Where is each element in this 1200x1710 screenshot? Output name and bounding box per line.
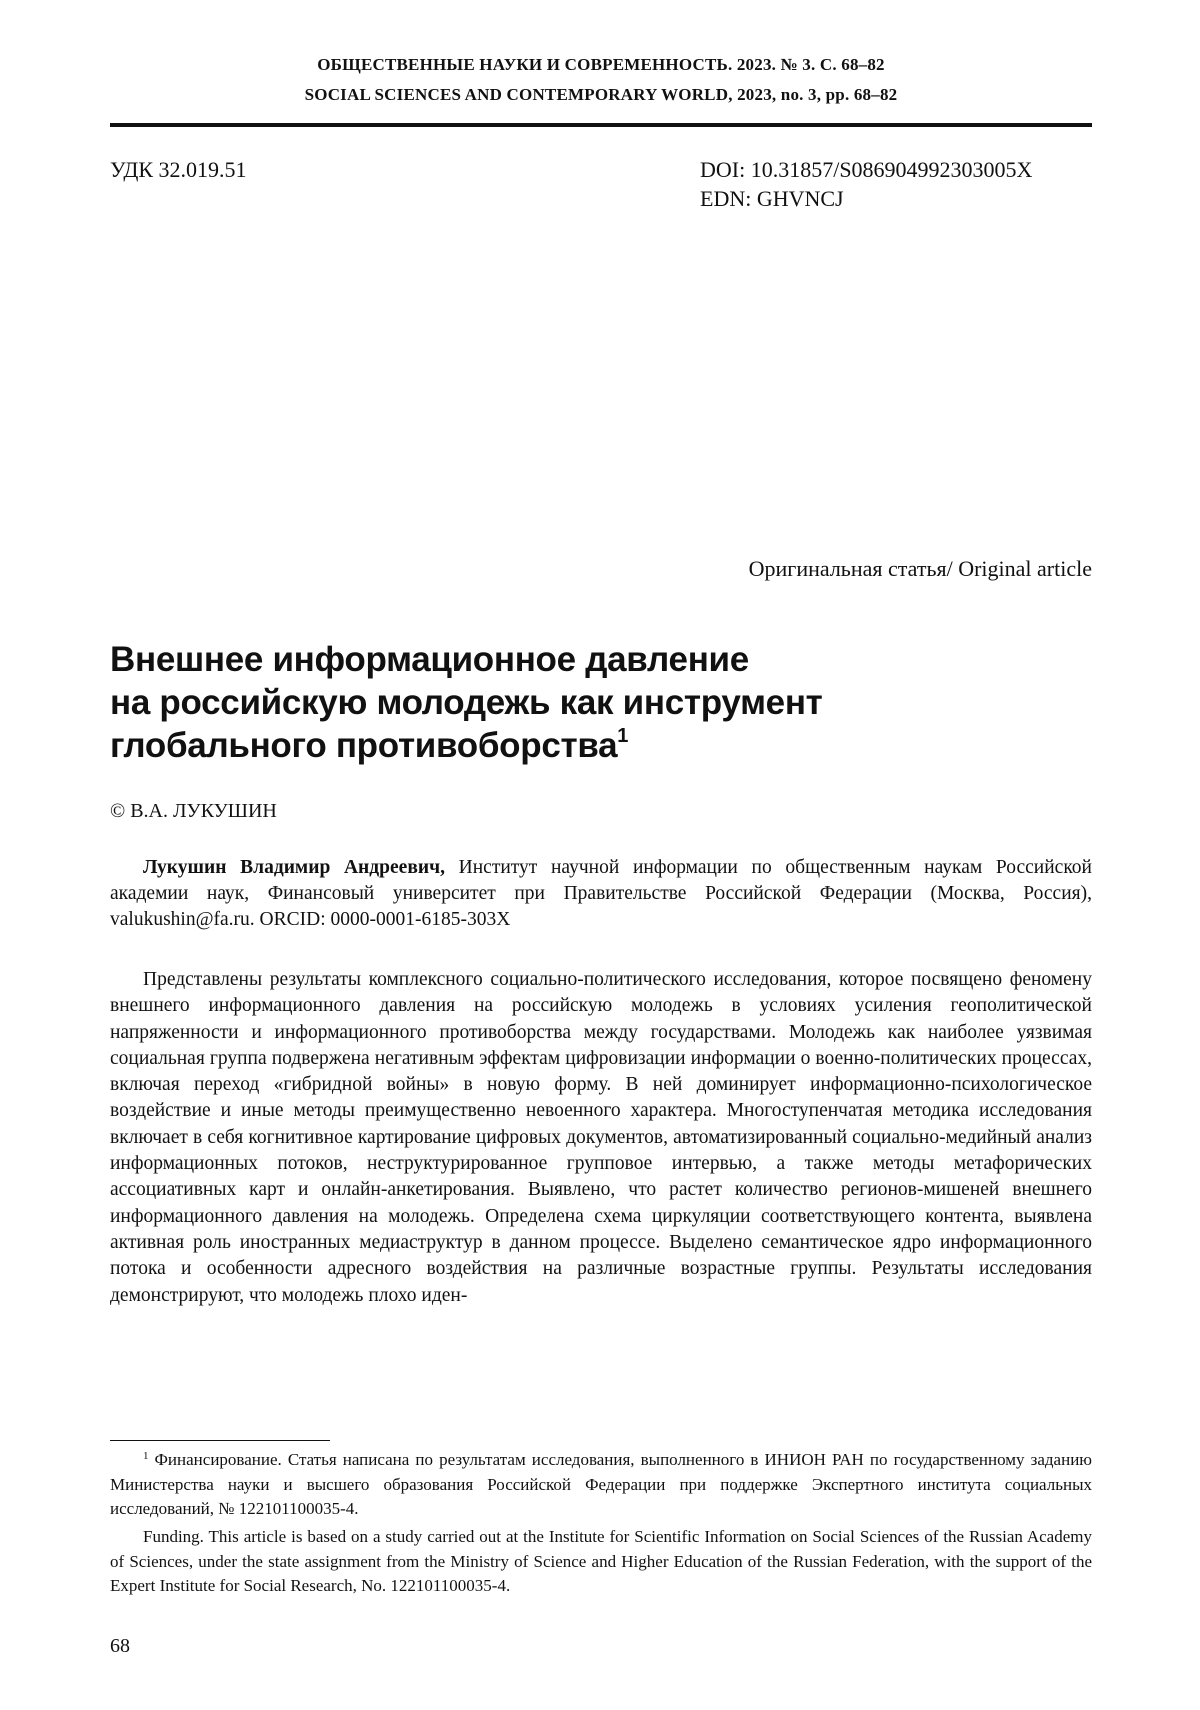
author-name: Лукушин Владимир Андреевич, <box>143 857 445 878</box>
title-line-2: на российскую молодежь как инструмент <box>110 683 823 722</box>
copyright-line: © В.А. ЛУКУШИН <box>110 800 277 822</box>
edn: EDN: GHVNCJ <box>700 186 844 211</box>
header-rule <box>110 123 1092 127</box>
article-type: Оригинальная статья/ Original article <box>748 556 1092 581</box>
footnote-funding-en: Funding. This article is based on a study carried out at the Institute for Scientific Information on Social Sciences of the Russian Academy of Sciences, under the state assignment from the Ministry of Science and Higher Education of the Russian Federation, with the support of the Expert Institute for Social Research, No. 122101100035-4. <box>110 1527 1092 1595</box>
article-title <box>110 638 1010 767</box>
author-info <box>110 855 1092 933</box>
doi: DOI: 10.31857/S086904992303005X <box>700 157 1033 182</box>
journal-header-ru: ОБЩЕСТВЕННЫЕ НАУКИ И СОВРЕМЕННОСТЬ. 2023. № 3. С. 68–82 <box>317 55 885 74</box>
page-number: 68 <box>110 1635 130 1657</box>
title-footnote-mark: 1 <box>617 725 629 747</box>
abstract: Представлены результаты комплексного социально-политического исследования, которое посвящено феномену внешнего информационного давления на российскую молодежь в условиях усиления геополитической напряженности и информационного противоборства между государствами. Молодежь как наиболее уязвимая социальная группа подвержена негативным эффектам цифровизации информации о военно-политических процессах, включая переход «гибридной войны» в новую форму. В ней доминирует информационно-психологическое воздействие и иные методы преимущественно невоенного характера. Многоступенчатая методика исследования включает в себя когнитивное картирование цифровых документов, автоматизированный социально-медийный анализ информационных потоков, неструктурированное групповое интервью, а также методы метафорических ассоциативных карт и онлайн-анкетирования. Выявлено, что растет количество регионов-мишеней внешнего информационного давления на молодежь. Определена схема циркуляции соответствующего контента, выявлена активная роль иностранных медиаструктур в данном процессе. Выделено семантическое ядро информационного потока и особенности адресного воздействия на различные возрастные группы. Результаты исследования демонстрируют, что молодежь плохо иден- <box>110 969 1092 1306</box>
footnote-ru-text: Финансирование. Статья написана по результатам исследования, выполненного в ИНИОН РАН по государственному заданию Министерства науки и высшего образования Российской Федерации при поддержке Экспертного института социальных исследований, № 122101100035-4. <box>110 1450 1092 1518</box>
footnote-funding-ru <box>110 1448 1092 1522</box>
footnote-rule <box>110 1440 330 1441</box>
journal-header-en: SOCIAL SCIENCES AND CONTEMPORARY WORLD, 2023, no. 3, pp. 68–82 <box>304 85 898 104</box>
title-line-3: глобального противоборства <box>110 726 618 765</box>
title-line-1: Внешнее информационное давление <box>110 640 749 679</box>
footnote-mark: 1 <box>143 1450 149 1462</box>
author-affiliation: Институт научной информации по общественным наукам Российской академии наук, Финансовый университет при Правительстве Российской Федерации (Москва, Россия), valukushin@fa.ru. ORCID: 0000-0001-6185-303X <box>110 857 1092 930</box>
udk-code: УДК 32.019.51 <box>110 157 247 182</box>
